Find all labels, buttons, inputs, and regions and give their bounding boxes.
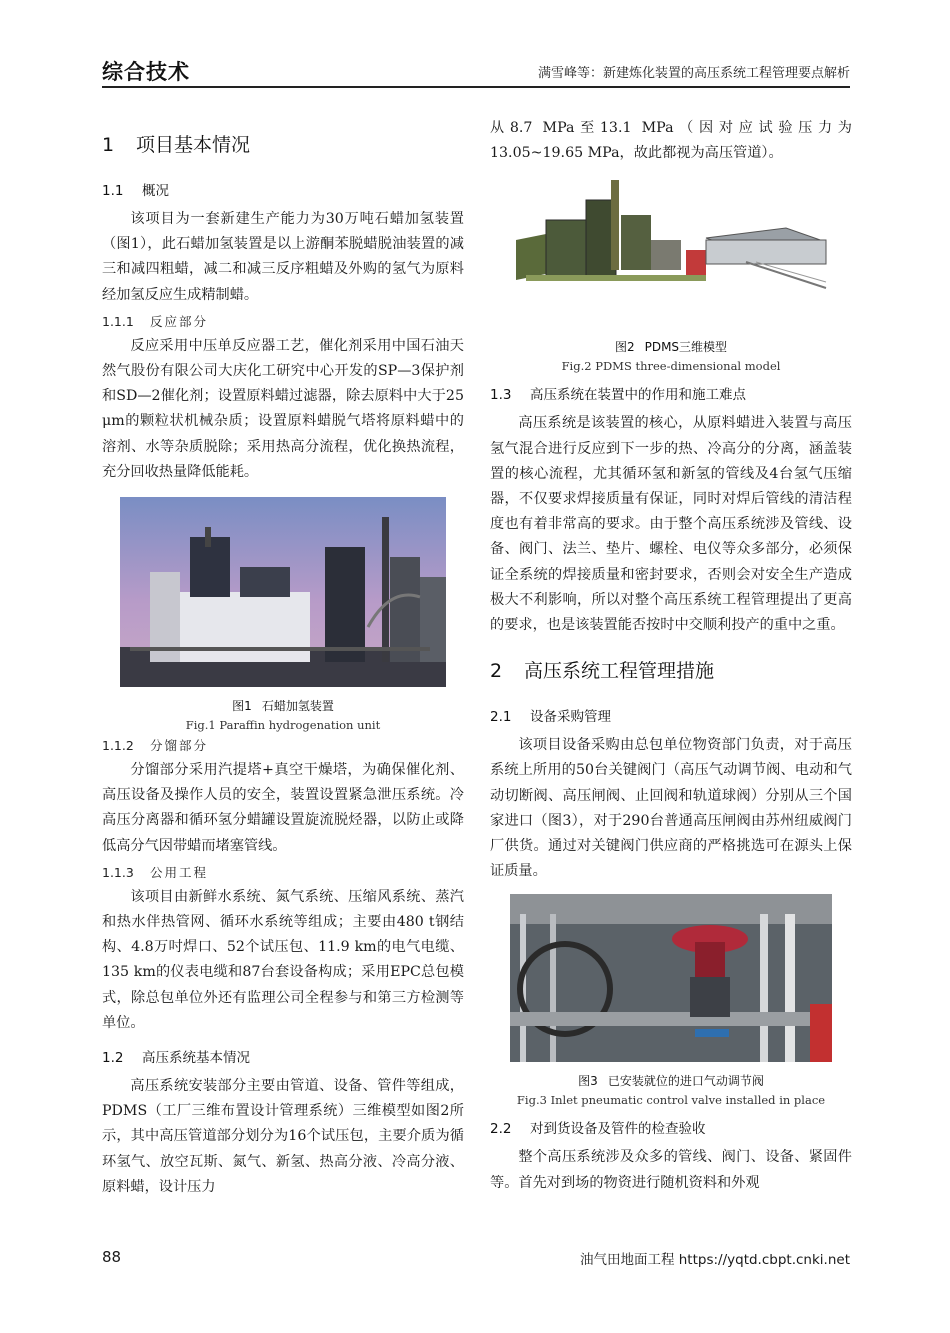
header-rule — [102, 86, 850, 88]
subsubsection-heading: 1.1.1 反应部分 — [102, 313, 209, 329]
subsubsection-heading: 1.1.2 分馏部分 — [102, 738, 209, 754]
paragraph: 整个高压系统涉及众多的管线、阀门、设备、紧固件等。首先对到场的物资进行随机资料和外观 — [490, 1149, 852, 1191]
journal-section-label: 综合技术 — [102, 60, 190, 84]
paragraph: 从8.7 MPa至13.1 MPa（因对应试验压力为13.05~19.65 MPa，故此都视为高压管道）。 — [490, 120, 852, 162]
left-column — [102, 112, 464, 1204]
figure-caption-en: Fig.2 PDMS three-dimensional model — [561, 359, 781, 374]
pdms-model-image — [506, 170, 836, 300]
page-number: 88 — [102, 1248, 122, 1266]
figure-1 — [102, 497, 464, 732]
subsection-heading: 2.2 对到货设备及管件的检查验收 — [490, 1121, 706, 1138]
figure-caption-cn: 图1 石蜡加氢装置 — [232, 699, 334, 714]
paragraph: 高压系统是该装置的核心，从原料蜡进入装置与高压氢气混合进行反应到下一步的热、冷高分的分离，涵盖装置的核心流程，尤其循环氢和新氢的管线及4台氢气压缩器，不仅要求焊接质量有保证，同时对焊后管线的清洁程度也有着非常高的要求。由于整个高压系统涉及管线、设备、阀门、法兰、垫片、螺栓、电仪等众多部分，必须保证全系统的焊接质量和密封要求，否则会对安全生产造成极大不利影响，所以对整个高压系统工程管理提出了更高的要求，也是该装置能否按时中交顺利投产的重中之重。 — [490, 415, 852, 634]
subsection-heading: 1.2 高压系统基本情况 — [102, 1050, 250, 1067]
running-title: 满雪峰等：新建炼化装置的高压系统工程管理要点解析 — [537, 66, 850, 81]
paragraph: 分馏部分采用汽提塔+真空干燥塔，为确保催化剂、高压设备及操作人员的安全，装置设置紧急泄压系统。冷高压分离器和循环氢分蜡罐设置旋流脱烃器，以防止或降低高分气因带蜡而堵塞管线。 — [102, 762, 464, 854]
section-heading: 2 高压系统工程管理措施 — [490, 660, 715, 683]
control-valve-photo — [510, 894, 832, 1062]
figure-caption-en: Fig.1 Paraffin hydrogenation unit — [185, 718, 381, 733]
paragraph: 反应采用中压单反应器工艺，催化剂采用中国石油天然气股份有限公司大庆化工研究中心开发的SP—3保护剂和SD—2催化剂；设置原料蜡过滤器，除去原料中大于25 μm的颗粒状机械杂质；设置原料蜡脱气塔将原料蜡中的溶剂、水等杂质脱除；采用热高分流程，优化换热流程，充分回收热量降低能耗。 — [102, 337, 464, 480]
paraffin-unit-photo — [120, 497, 446, 687]
subsection-heading: 1.3 高压系统在装置中的作用和施工难点 — [490, 387, 746, 404]
right-column — [490, 116, 852, 1200]
figure-2 — [490, 170, 852, 373]
paragraph: 该项目由新鲜水系统、氮气系统、压缩风系统、蒸汽和热水伴热管网、循环水系统等组成；主要由480 t钢结构、4.8万吋焊口、52个试压包、11.9 km的电气电缆、135 km的仪表电缆和87台套设备构成；采用EPC总包模式，除总包单位外还有监理公司全程参与和第三方检测等单位。 — [102, 888, 464, 1031]
figure-caption-en: Fig.3 Inlet pneumatic control valve installed in place — [516, 1093, 826, 1108]
figure-3 — [490, 894, 852, 1107]
figure-caption-cn: 图2 PDMS三维模型 — [614, 340, 728, 355]
subsection-heading: 1.1 概况 — [102, 183, 169, 199]
subsubsection-heading: 1.1.3 公用工程 — [102, 864, 209, 880]
subsection-heading: 2.1 设备采购管理 — [490, 709, 611, 726]
section-heading: 1 项目基本情况 — [102, 134, 251, 156]
paragraph: 该项目为一套新建生产能力为30万吨石蜡加氢装置（图1），此石蜡加氢装置是以上游酮苯脱蜡脱油装置的减三和减四粗蜡，减二和减三反序粗蜡及外购的氢气为原料经加氢反应生成精制蜡。 — [102, 211, 464, 303]
paragraph: 高压系统安装部分主要由管道、设备、管件等组成，PDMS（工厂三维布置设计管理系统）三维模型如图2所示，其中高压管道部分划分为16个试压包，主要介质为循环氢气、放空瓦斯、氮气、新氢、热高分液、冷高分液、原料蜡，设计压力 — [102, 1078, 464, 1195]
figure-caption-cn: 图3 已安装就位的进口气动调节阀 — [578, 1074, 764, 1089]
paragraph: 该项目设备采购由总包单位物资部门负责，对于高压系统上所用的50台关键阀门（高压气动调节阀、电动和气动切断阀、高压闸阀、止回阀和轨道球阀）分别从三个国家进口（图3），对于290台普通高压闸阀由苏州纽威阀门厂供货。通过对关键阀门供应商的严格挑选可在源头上保证质量。 — [490, 737, 852, 880]
journal-footer: 油气田地面工程 https://yqtd.cbpt.cnki.net — [579, 1252, 850, 1268]
